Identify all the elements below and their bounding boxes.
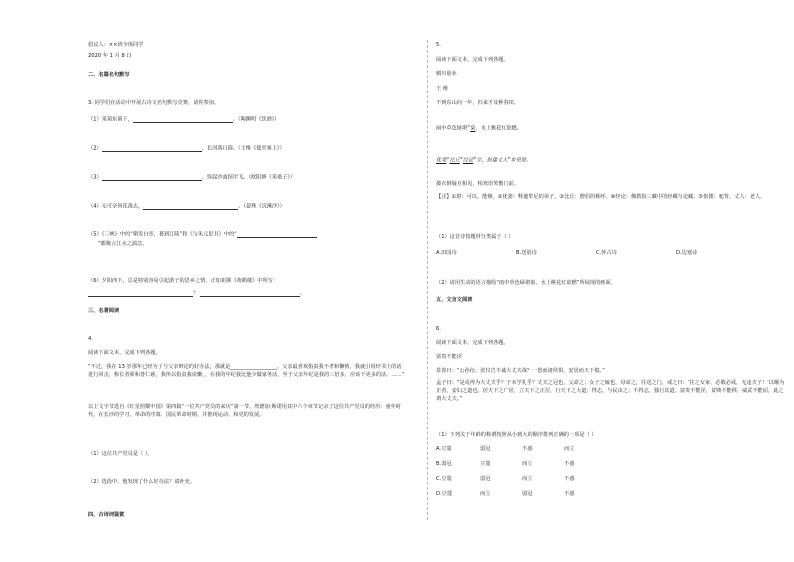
- section-2-heading: 二、名篇名句默写: [88, 72, 130, 78]
- proposer-line: 倡议人：××班全体同学: [88, 42, 144, 48]
- q4-2: （2）选段中，他发现了什么好办法？请补充。: [88, 479, 196, 485]
- q6-title: 富贵不能淫: [436, 354, 462, 360]
- q6-number: 6.: [436, 326, 441, 332]
- poem-author: 王 维: [436, 86, 449, 92]
- q3-4: （4）无可奈何花落去， 。（晏殊《浣溪沙》）: [88, 203, 285, 210]
- poem-line-4: 披衣倒屣且相见，相欢语笑衡门前。: [436, 181, 520, 187]
- q6-1: （1）下列关于年龄的称谓按照从小到大的顺序排列正确的一项是（ ）: [436, 432, 597, 438]
- q3-3: （3） ，惊起沙禽掠岸飞。（欧阳修《采桑子》）: [88, 174, 296, 181]
- q5-number: 5.: [436, 42, 441, 48]
- poem-line-3: 优娄②比丘③经论④学，伛偻丈人⑤乡里贤。: [436, 156, 532, 164]
- q4-intro: 阅读下面文本，完成下列各题。: [88, 350, 161, 356]
- answer-blank[interactable]: [237, 231, 317, 238]
- answer-blank[interactable]: [102, 174, 202, 181]
- q3-6-blanks: ？ 。: [88, 290, 305, 297]
- poem-notes: 【注】①堪：可以，能够。②优娄：释迦牟尼的弟子。③比丘：僧侣的称呼。④经论：佛教指三藏中的经藏与论藏。⑤伛偻：驼背。丈人：老人。: [436, 194, 766, 200]
- section-5-heading: 五、文言文阅读: [436, 297, 473, 303]
- q3-6: （6）夕阳西下，总是特别容易引起游子的思乡之情，正如崔颢《黄鹤楼》中所写：: [88, 278, 279, 284]
- q5-2: （2）请用生动的语言描绘“雨中草色绿堪染，水上桃花红欲燃”所展现的画面。: [436, 280, 616, 286]
- left-column: [88, 0, 418, 562]
- q6-text-1: 景春曰：“公孙衍、张仪岂不诚大丈夫哉？一怒而诸侯惧，安居而天下熄。”: [436, 368, 605, 374]
- note-mark-1: ①: [467, 124, 471, 128]
- option-c[interactable]: C.怀古诗: [596, 250, 617, 256]
- right-column: 5. 阅读下面文本，完成下列各题。 辋川别业 王 维 不到东山向一年，归来才及种春田。 雨中草色绿堪①染，水上桃花红欲燃。 优娄②比丘③经论④学，伛偻丈人⑤乡里贤。 披衣倒屣且相见，相欢语笑衡门前。 【注】①堪：可以，能够。②优娄：释迦牟尼的弟子。③比丘：僧侣的称呼。④经论：佛教指三藏中的经藏与论藏。⑤伛偻：驼背。丈人：老人。 （1）这首诗按题材分类属于（ ） A.田园诗 B.送别诗 C.怀古诗 D.边塞诗 （2）请用生动的语言描绘“雨中草色绿堪染，水上桃花红欲燃”所展现的画面。 五、文言文阅读 6. 阅读下面文本，完成下列各题。 富贵不能淫 景春曰：“公孙衍、张仪岂不诚大丈夫哉？一怒而诸侯惧，安居而天下熄。” 孟子曰：“是焉得为大丈夫乎？子未学礼乎？丈夫之冠也，父命之；女子之嫁也，母命之，往送之门，戒之曰：‘往之女家，必敬必戒，无违夫子！’以顺为正者，妾妇之道也。居天下之广居，立天下之正位，行天下之大道；得志，与民由之；不得志，独行其道。富贵不能淫，贫贱不能移，威武不能屈，此之谓大丈夫。” （1）下列关于年龄的称谓按照从小到大的顺序排列正确的一项是（ ） A.豆蔻 弱冠 不惑 而立 B.弱冠 豆蔻 而立 不惑 C.豆蔻 弱冠 而立 不惑 D.豆蔻 而立 弱冠 不惑: [436, 42, 785, 497]
- q3-1: （1）采菊东篱下， 。（陶渊明《饮酒》）: [88, 116, 280, 123]
- q5-1: （1）这首诗按题材分类属于（ ）: [436, 234, 514, 240]
- q3-5: （5）《三峡》中的“朝发白帝，暮到江陵”和《与朱元思书》中的“: [88, 231, 317, 238]
- answer-blank[interactable]: [88, 290, 193, 297]
- answer-blank[interactable]: [200, 290, 300, 297]
- section-4-heading: 四、古诗词鉴赏: [88, 512, 125, 518]
- q3-5-end: ”都极言江水之湍急。: [98, 241, 148, 247]
- q3-intro: 3. 同学们在活动中开展古诗文名句默写竞赛，请你参加。: [88, 100, 220, 106]
- q4-context: 以上文字节选自《红星照耀中国》第四篇“一位共产党员的来历”第一节。埃德加·斯诺用其中六个章节记录了这位共产党员的经历：童年时代、在长沙的学习、革命的序幕、国民革命时期、并推现运动、和党的发展。: [88, 404, 402, 418]
- poem-line-1: 不到东山向一年，归来才及种春田。: [436, 100, 520, 106]
- answer-blank[interactable]: [133, 116, 233, 123]
- option-d[interactable]: D.边塞诗: [676, 250, 698, 256]
- q6-text-2: 孟子曰：“是焉得为大丈夫乎？子未学礼乎？丈夫之冠也，父命之；女子之嫁也，母命之，往送之门，戒之曰：‘往之女家，必敬必戒，无违夫子！’以顺为正者，妾妇之道也。居天下之广居，立天下之正位，行天下之大道；得志，与民由之；不得志，独行其道。富贵不能淫，贫贱不能移，威武不能屈，此之谓大丈夫。”: [436, 380, 785, 402]
- q3-2: （2） ，长河落日圆。（王维《使至塞上》）: [88, 145, 285, 152]
- blank-char: 染: [470, 125, 476, 132]
- poem-line-2: 雨中草色绿堪①染，水上桃花红欲燃。: [436, 124, 523, 132]
- answer-blank[interactable]: [143, 203, 238, 210]
- q4-number: 4.: [88, 336, 93, 342]
- option-a[interactable]: A.田园诗: [436, 250, 457, 256]
- answer-blank[interactable]: [102, 145, 202, 152]
- q5-intro: 阅读下面文本，完成下列各题。: [436, 57, 509, 63]
- q4-1: （1）这位共产党员是（ ）。: [88, 451, 153, 457]
- section-3-heading: 三、名著阅读: [88, 308, 120, 314]
- q6-intro: 阅读下面文本，完成下列各题。: [436, 340, 509, 346]
- poem-title: 辋川别业: [436, 71, 457, 77]
- date-line: 2020 年 1 月 8 日: [88, 53, 132, 59]
- option-b[interactable]: B.送别诗: [516, 250, 537, 256]
- q4-excerpt: “不过，我在 13 岁那年已经为了与父亲辩论的好办法，那就是__________________。父亲最喜欢指责我不孝和懒惰，我就引用经书上的话进行回击，称长者须和善仁慈，我所以指责我说懒，，在我的年纪我比他少做家务活，至于父亲年纪是我的三倍多，应该干更多的活。……”: [88, 364, 405, 378]
- column-divider: [427, 40, 428, 520]
